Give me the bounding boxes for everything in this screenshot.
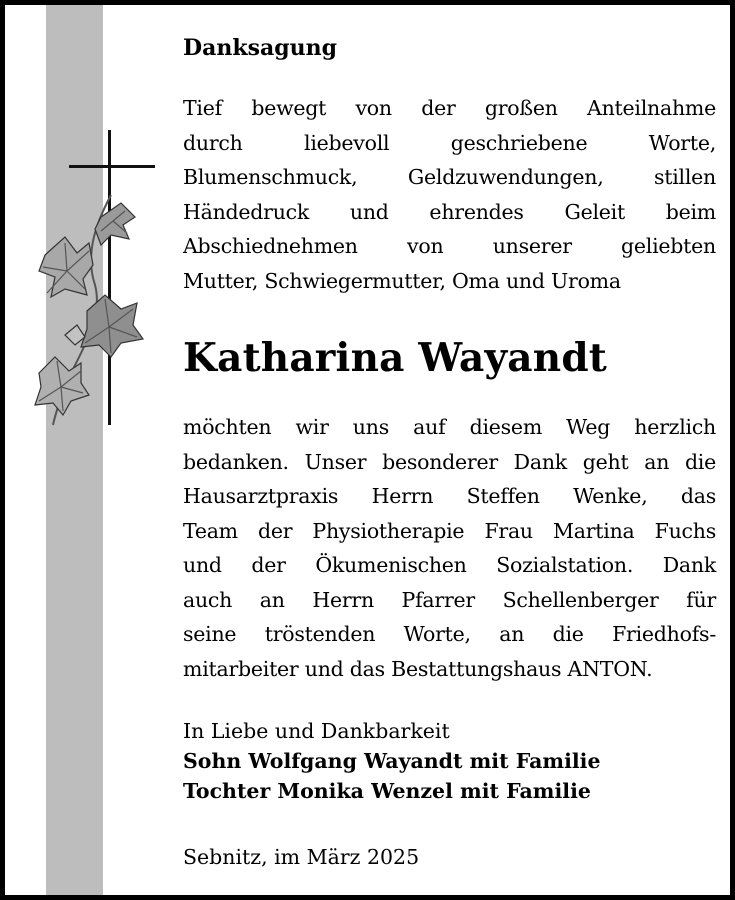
ivy-leaves-icon xyxy=(35,195,143,425)
signatory: Sohn Wolfgang Wayandt mit Familie xyxy=(183,749,601,773)
signatory: Tochter Monika Wenzel mit Familie xyxy=(183,779,591,803)
notice-heading: Danksagung xyxy=(183,35,337,61)
body-line: auch an Herrn Pfarrer Schellenberger für xyxy=(183,587,716,612)
place-date: Sebnitz, im März 2025 xyxy=(183,845,420,869)
intro-line: Abschiednehmen von unserer geliebten xyxy=(183,234,716,258)
thanks-paragraph xyxy=(183,410,716,686)
body-line: Team der Physiotherapie Frau Martina Fuchs xyxy=(183,518,716,543)
body-line: seine tröstenden Worte, an die Friedhofs- xyxy=(183,622,716,646)
cross-ivy-ornament xyxy=(25,125,160,445)
body-line: möchten wir uns auf diesem Weg herzlich xyxy=(183,415,716,439)
body-line: und der Ökumenischen Sozialstation. Dank xyxy=(183,553,716,577)
closing-block xyxy=(183,716,716,806)
closing-greeting: In Liebe und Dankbarkeit xyxy=(183,719,450,743)
intro-paragraph xyxy=(183,91,716,298)
intro-line: Mutter, Schwiegermutter, Oma und Uroma xyxy=(183,268,621,293)
body-line: bedanken. Unser besonderer Dank geht an die xyxy=(183,449,716,474)
intro-line: durch liebevoll geschriebene Worte, xyxy=(183,130,716,155)
body-line: Hausarztpraxis Herrn Steffen Wenke, das xyxy=(183,484,716,508)
notice-content xyxy=(183,27,716,872)
intro-line: Händedruck und ehrendes Geleit beim xyxy=(183,199,716,224)
body-line: mitarbeiter und das Bestattungshaus ANTON. xyxy=(183,656,653,681)
intro-line: Blumenschmuck, Geldzuwendungen, stillen xyxy=(183,165,716,189)
intro-line: Tief bewegt von der großen Anteilnahme xyxy=(183,96,716,120)
deceased-name: Katharina Wayandt xyxy=(183,335,608,381)
